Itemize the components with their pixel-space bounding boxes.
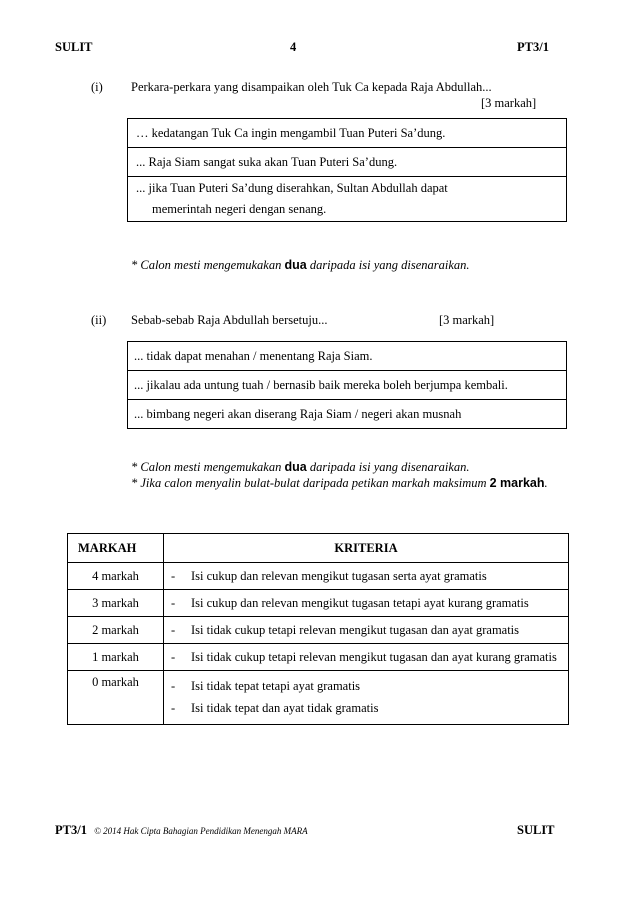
q1-answer-1: … kedatangan Tuk Ca ingin mengambil Tuan Puteri Sa’dung. <box>128 119 567 148</box>
rubric-markah: 1 markah <box>68 644 164 671</box>
rubric-markah: 4 markah <box>68 563 164 590</box>
rubric-markah: 0 markah <box>68 671 164 725</box>
q1-answer-2: ... Raja Siam sangat suka akan Tuan Puteri Sa’dung. <box>128 148 567 177</box>
rubric-markah: 3 markah <box>68 590 164 617</box>
table-row <box>68 644 569 671</box>
q1-answer-3 <box>128 177 567 222</box>
rubric-kriteria: - Isi cukup dan relevan mengikut tugasan tetapi ayat kurang gramatis <box>164 590 569 617</box>
rubric-kriteria: - Isi tidak tepat tetapi ayat gramatis - Isi tidak tepat dan ayat tidak gramatis <box>164 671 569 725</box>
q2-prompt: Sebab-sebab Raja Abdullah bersetuju... <box>131 313 328 327</box>
page-number: 4 <box>290 40 297 54</box>
q1-answer-3-line2: memerintah negeri dengan senang. <box>152 202 327 216</box>
header-right: PT3/1 <box>517 40 549 54</box>
table-row <box>128 342 567 371</box>
q1-answer-table <box>127 118 567 222</box>
q2-answer-3: ... bimbang negeri akan diserang Raja Siam / negeri akan musnah <box>128 400 567 429</box>
footer-left <box>55 823 308 838</box>
q2-note-2: * Jika calon menyalin bulat-bulat daripada petikan markah maksimum 2 markah. <box>131 476 548 490</box>
footer-copyright: © 2014 Hak Cipta Bahagian Pendidikan Menengah MARA <box>94 826 308 836</box>
q2-marks: [3 markah] <box>439 313 495 327</box>
table-row <box>128 371 567 400</box>
rubric-header-row <box>68 534 569 563</box>
q2-answer-table <box>127 341 567 429</box>
table-row <box>128 148 567 177</box>
table-row <box>68 590 569 617</box>
table-row <box>68 671 569 725</box>
q2-note: * Calon mesti mengemukakan dua daripada isi yang disenaraikan. <box>131 460 470 474</box>
footer-right: SULIT <box>517 823 555 837</box>
table-row <box>68 617 569 644</box>
rubric-markah: 2 markah <box>68 617 164 644</box>
rubric-kriteria: - Isi tidak cukup tetapi relevan mengikut tugasan dan ayat kurang gramatis <box>164 644 569 671</box>
table-row <box>128 177 567 222</box>
q2-number: (ii) <box>91 313 107 327</box>
table-row <box>128 119 567 148</box>
rubric-table <box>67 533 569 725</box>
q1-marks: [3 markah] <box>481 96 537 110</box>
q1-prompt: Perkara-perkara yang disampaikan oleh Tuk Ca kepada Raja Abdullah... <box>131 80 492 94</box>
q1-number: (i) <box>91 80 103 94</box>
footer-code: PT3/1 <box>55 823 87 837</box>
rubric-kriteria: - Isi cukup dan relevan mengikut tugasan serta ayat gramatis <box>164 563 569 590</box>
q2-answer-1: ... tidak dapat menahan / menentang Raja Siam. <box>128 342 567 371</box>
q1-answer-3-line1: ... jika Tuan Puteri Sa’dung diserahkan, Sultan Abdullah dapat <box>136 181 448 195</box>
header-left: SULIT <box>55 40 93 54</box>
rubric-header-markah: MARKAH <box>68 534 164 563</box>
q2-answer-2: ... jikalau ada untung tuah / bernasib baik mereka boleh berjumpa kembali. <box>128 371 567 400</box>
table-row <box>128 400 567 429</box>
q1-note: * Calon mesti mengemukakan dua daripada isi yang disenaraikan. <box>131 258 470 272</box>
rubric-kriteria: - Isi tidak cukup tetapi relevan mengikut tugasan dan ayat gramatis <box>164 617 569 644</box>
rubric-header-kriteria: KRITERIA <box>164 534 569 563</box>
table-row <box>68 563 569 590</box>
